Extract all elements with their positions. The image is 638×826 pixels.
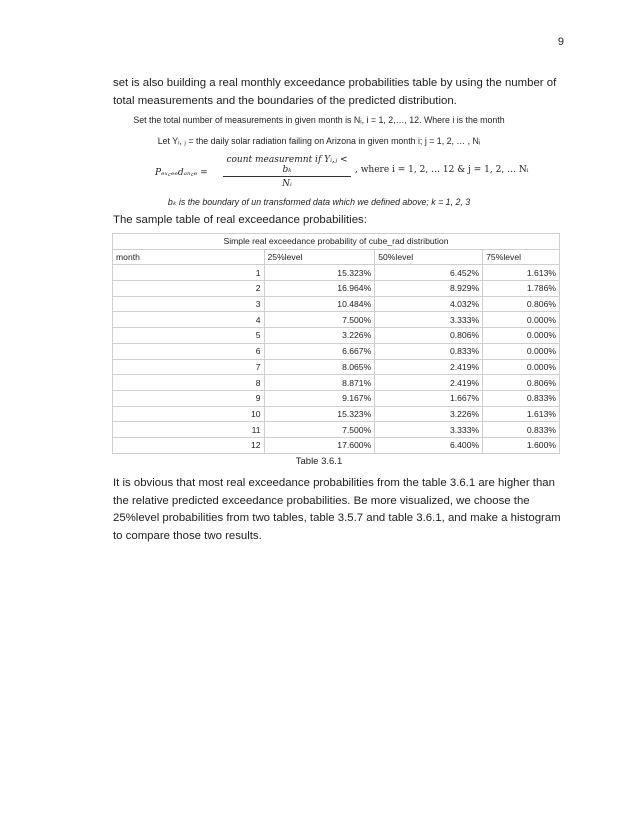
month-cell: 9 bbox=[113, 390, 265, 406]
probability-cell: 0.000% bbox=[483, 328, 560, 344]
exceedance-formula bbox=[155, 155, 545, 187]
probability-cell: 7.500% bbox=[264, 312, 375, 328]
probability-cell: 17.600% bbox=[264, 437, 375, 453]
boundary-note: bₖ is the boundary of un transformed data which we defined above; k = 1, 2, 3 bbox=[167, 197, 471, 207]
table-row bbox=[113, 343, 560, 359]
table-row bbox=[113, 390, 560, 406]
month-cell: 1 bbox=[113, 265, 265, 281]
header-month: month bbox=[113, 249, 265, 265]
table-row bbox=[113, 422, 560, 438]
page-number: 9 bbox=[557, 36, 564, 48]
month-cell: 11 bbox=[113, 422, 265, 438]
probability-cell: 7.500% bbox=[264, 422, 375, 438]
header-75-level: 75%level bbox=[483, 249, 560, 265]
probability-cell: 0.000% bbox=[483, 312, 560, 328]
formula-lhs: Pₑₓ꜀ₑₑdₐₙ꜀ₑ = bbox=[155, 168, 208, 178]
probability-cell: 10.484% bbox=[264, 296, 375, 312]
probability-cell: 15.323% bbox=[264, 406, 375, 422]
probability-cell: 2.419% bbox=[375, 359, 483, 375]
conclusion-paragraph: It is obvious that most real exceedance probabilities from the table 3.6.1 are higher than the relative predicted exceedance probabilities. Be more visualized, we choose the 25%level probabilities from two tables, table 3.5.7 and table 3.6.1, and make a histogram to compare those two results. bbox=[113, 477, 561, 542]
probability-cell: 0.000% bbox=[483, 359, 560, 375]
table-row bbox=[113, 328, 560, 344]
probability-cell: 3.333% bbox=[375, 422, 483, 438]
probability-cell: 8.065% bbox=[264, 359, 375, 375]
table-row bbox=[113, 359, 560, 375]
definition-daily-radiation: Let Yᵢ, ⱼ = the daily solar radiation failing on Arizona in given month i; j = 1, 2, … , Nᵢ bbox=[157, 136, 481, 146]
month-cell: 12 bbox=[113, 437, 265, 453]
probability-cell: 1.786% bbox=[483, 281, 560, 297]
probability-cell: 1.600% bbox=[483, 437, 560, 453]
probability-cell: 6.400% bbox=[375, 437, 483, 453]
probability-cell: 0.833% bbox=[483, 390, 560, 406]
month-cell: 5 bbox=[113, 328, 265, 344]
probability-cell: 15.323% bbox=[264, 265, 375, 281]
probability-cell: 3.226% bbox=[375, 406, 483, 422]
probability-cell: 1.613% bbox=[483, 406, 560, 422]
table-row bbox=[113, 265, 560, 281]
formula-denominator: Nᵢ bbox=[282, 179, 292, 189]
probability-cell: 6.452% bbox=[375, 265, 483, 281]
month-cell: 10 bbox=[113, 406, 265, 422]
table-row bbox=[113, 437, 560, 453]
table-caption: Table 3.6.1 bbox=[295, 456, 343, 467]
probability-cell: 0.806% bbox=[483, 296, 560, 312]
probability-cell: 0.833% bbox=[375, 343, 483, 359]
probability-cell: 16.964% bbox=[264, 281, 375, 297]
probability-cell: 4.032% bbox=[375, 296, 483, 312]
probability-cell: 1.613% bbox=[483, 265, 560, 281]
table-title: Simple real exceedance probability of cube_rad distribution bbox=[113, 234, 560, 250]
month-cell: 3 bbox=[113, 296, 265, 312]
definition-total-measurements: Set the total number of measurements in given month is Nᵢ, i = 1, 2,…, 12. Where i is the month bbox=[133, 115, 505, 125]
probability-cell: 9.167% bbox=[264, 390, 375, 406]
probability-cell: 0.000% bbox=[483, 343, 560, 359]
probability-cell: 0.806% bbox=[375, 328, 483, 344]
probability-cell: 1.667% bbox=[375, 390, 483, 406]
probability-cell: 6.667% bbox=[264, 343, 375, 359]
month-cell: 6 bbox=[113, 343, 265, 359]
probability-cell: 8.929% bbox=[375, 281, 483, 297]
header-50-level: 50%level bbox=[375, 249, 483, 265]
table-row bbox=[113, 296, 560, 312]
probability-cell: 0.806% bbox=[483, 375, 560, 391]
probability-cell: 8.871% bbox=[264, 375, 375, 391]
month-cell: 7 bbox=[113, 359, 265, 375]
formula-rhs: , where i = 1, 2, … 12 & j = 1, 2, … Nᵢ bbox=[355, 165, 529, 175]
month-cell: 4 bbox=[113, 312, 265, 328]
table-row bbox=[113, 281, 560, 297]
header-25-level: 25%level bbox=[264, 249, 375, 265]
formula-numerator: count measuremnt if Yᵢ,ⱼ < bₖ bbox=[226, 155, 348, 175]
probability-cell: 3.333% bbox=[375, 312, 483, 328]
table-row bbox=[113, 375, 560, 391]
table-header-row bbox=[113, 249, 560, 265]
formula-fraction bbox=[223, 155, 351, 189]
intro-paragraph: set is also building a real monthly exceedance probabilities table by using the number of total measurements and the boundaries of the predicted distribution. bbox=[113, 77, 557, 107]
month-cell: 2 bbox=[113, 281, 265, 297]
probability-cell: 3.226% bbox=[264, 328, 375, 344]
table-row bbox=[113, 312, 560, 328]
probability-cell: 0.833% bbox=[483, 422, 560, 438]
table-row bbox=[113, 406, 560, 422]
exceedance-table bbox=[112, 233, 560, 454]
month-cell: 8 bbox=[113, 375, 265, 391]
probability-cell: 2.419% bbox=[375, 375, 483, 391]
table-heading: The sample table of real exceedance probabilities: bbox=[113, 214, 367, 226]
table-title-row bbox=[113, 234, 560, 250]
